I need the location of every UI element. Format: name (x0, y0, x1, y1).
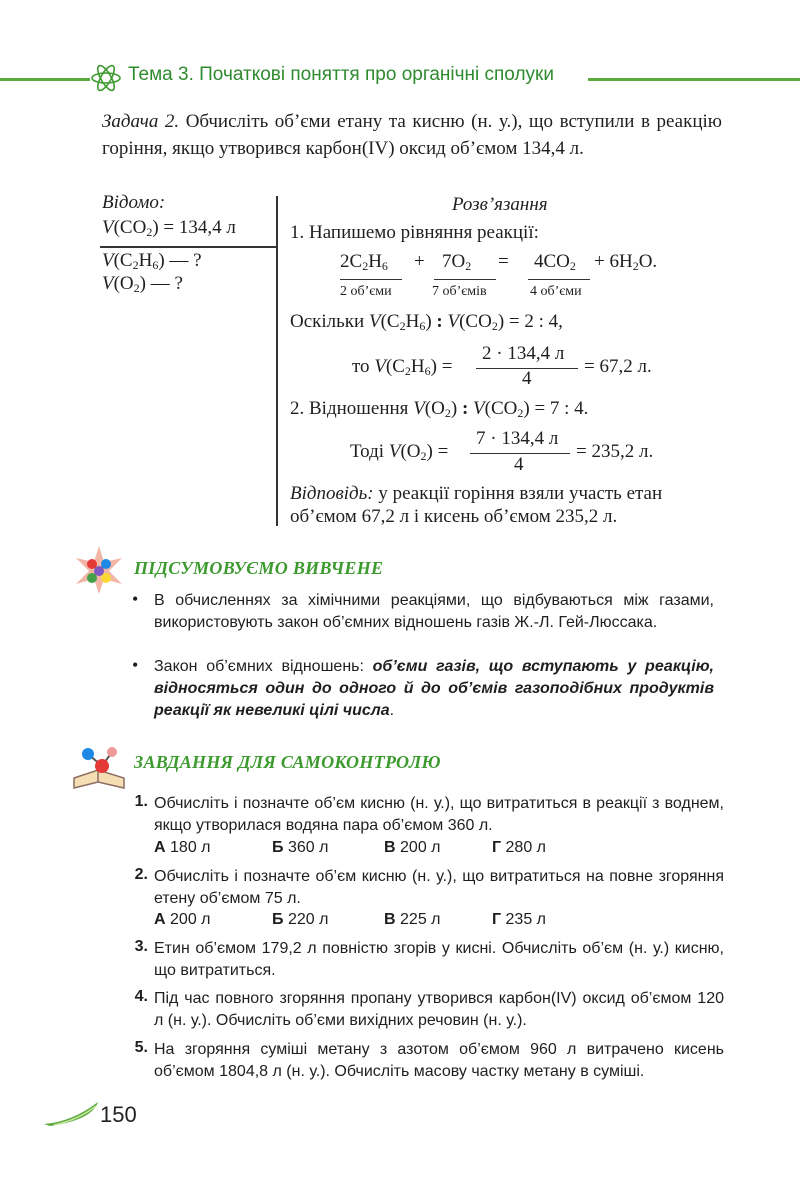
book-molecule-icon (70, 742, 128, 792)
calc-ethane-lhs: то $V(C_2H_6)$ = (352, 356, 453, 378)
then-word: то (352, 356, 370, 377)
given-co2-value: 134,4 л (178, 217, 236, 238)
eq-equals: = (498, 251, 509, 272)
task-4-text: Під час повного згоряння пропану утворився карбон(IV) оксид об’ємом 120 л (н. у.). Обчисліть об’єми вихідних речовин (н. у.). (154, 990, 724, 1029)
atom-icon (90, 62, 122, 94)
law-lead: Закон об’ємних відношень: (154, 658, 364, 675)
option-value: 180 л (170, 839, 211, 856)
task-3-text: Етин об’ємом 179,2 л повністю згорів у кисні. Обчисліть об’єм (н. у.) кисню, що витратиться. (154, 940, 724, 979)
task-1-option-c (384, 839, 441, 857)
unknown-ethane: $V(C_2H_6)$ — ? (102, 250, 202, 272)
eq-ethane: $2C_2H_6$ (340, 251, 388, 273)
step2-text: 2. Відношення (290, 398, 409, 419)
summary-heading: ПІДСУМОВУЄМО ВИВЧЕНЕ (134, 558, 384, 578)
answer-text-1: у реакції горіння взяли участь етан (378, 483, 663, 504)
bullet-dot-1: • (132, 589, 139, 609)
task-5-number: 5. (134, 1039, 148, 1056)
option-letter: Г (492, 911, 502, 928)
task-2-option-b (272, 911, 328, 929)
bullet-dot-2: • (132, 655, 139, 675)
task-2-option-c (384, 911, 441, 929)
eq-volume-2: 7 об’ємів (432, 284, 487, 299)
solution-title: Розв’язання (452, 194, 548, 215)
ratio2-value: = 7 : 4. (534, 398, 589, 419)
option-value: 360 л (287, 839, 329, 856)
problem-statement (102, 108, 722, 162)
law-statement: об’єми газів, що вступають у реакцію, відносяться один до одного й до об’ємів газоподібних продуктів реакції як невеликі цілі числа (154, 658, 714, 719)
calc-oxygen-num: 7 · 134,4 л (476, 428, 559, 449)
ratio-line-2: 2. Відношення $V(O_2)$ : $V(CO_2) = 7$ : 4. (290, 398, 589, 420)
eq-underline-3 (528, 279, 590, 280)
eq-underline-2 (434, 279, 496, 280)
option-letter: В (384, 839, 396, 856)
option-letter: А (154, 839, 166, 856)
option-letter: Г (492, 839, 502, 856)
since-word: Оскільки (290, 311, 365, 332)
ratio1-value: = 2 : 4, (508, 311, 563, 332)
eq-volume-3: 4 об’єми (530, 284, 582, 299)
problem-text: Обчисліть об’єми етану та кисню (н. у.), що вступили в реакцію горіння, якщо утворився карбон(IV) оксид об’ємом 134,4 л. (102, 111, 722, 159)
task-4-number: 4. (134, 988, 148, 1005)
summary-bullet-2 (154, 656, 714, 722)
option-value: 200 л (170, 911, 211, 928)
option-letter: Б (272, 839, 284, 856)
calc-oxygen-result: = 235,2 л. (576, 441, 654, 462)
eq-water-text: + 6H (594, 251, 633, 272)
task-1-text: Обчисліть і позначте об’єм кисню (н. у.), що витратиться в реакції з воднем, якщо утворилася водяна пара об’ємом 360 л. (154, 795, 724, 834)
option-value: 200 л (400, 839, 441, 856)
page-number: 150 (100, 1102, 137, 1127)
option-value: 225 л (400, 911, 441, 928)
task-1-option-a (154, 839, 211, 857)
task-2-option-d (492, 911, 546, 929)
law-end: . (389, 702, 395, 719)
eq-underline-1 (340, 279, 402, 280)
given-co2: $V(CO_2) = 134,4$ л (102, 217, 236, 239)
calc-oxygen-den: 4 (514, 454, 524, 475)
eq-volume-1: 2 об’єми (340, 284, 392, 299)
table-horizontal-divider (100, 246, 276, 248)
header-rule-left (0, 78, 90, 81)
given-label: Відомо: (102, 192, 166, 213)
problem-label: Задача 2. (102, 111, 180, 132)
task-1-number: 1. (134, 793, 148, 810)
unknown-oxygen-q: — ? (150, 273, 183, 294)
solution-step1: 1. Напишемо рівняння реакції: (290, 222, 539, 243)
answer-line-1 (290, 483, 662, 505)
ratio-line-1: Оскільки $V(C_2H_6)$ : $V(CO_2) = 2$ : 4, (290, 311, 563, 333)
option-letter: В (384, 911, 396, 928)
calc-oxygen-lhs: Тоді $V(O_2)$ = (350, 441, 449, 463)
eq-oxygen: $7O_2$ (442, 251, 472, 273)
calc-ethane-result: = 67,2 л. (584, 356, 652, 377)
option-value: 220 л (287, 911, 329, 928)
option-letter: Б (272, 911, 284, 928)
eq-plus: + (414, 251, 425, 272)
eq-water: + $6H_2O$. (594, 251, 658, 273)
option-letter: А (154, 911, 166, 928)
eq-co2: $4CO_2$ (534, 251, 576, 273)
task-1-option-b (272, 839, 328, 857)
task-2-text: Обчисліть і позначте об’єм кисню (н. у.), що витратиться на повне згоряння етену об’ємом 75 л. (154, 868, 724, 907)
option-value: 235 л (505, 911, 547, 928)
chapter-title: Тема 3. Початкові поняття про органічні сполуки (128, 64, 554, 85)
table-vertical-divider (276, 196, 278, 526)
task-3-number: 3. (134, 938, 148, 955)
then2-word: Тоді (350, 441, 385, 462)
task-2-option-a (154, 911, 211, 929)
unknown-oxygen: $V(O_2)$ — ? (102, 273, 183, 295)
unknown-ethane-q: — ? (169, 250, 202, 271)
calc-ethane-num: 2 · 134,4 л (482, 343, 565, 364)
answer-line-2: об’ємом 67,2 л і кисень об’ємом 235,2 л. (290, 506, 618, 527)
task-2-number: 2. (134, 866, 148, 883)
selfcheck-heading: ЗАВДАННЯ ДЛЯ САМОКОНТРОЛЮ (134, 752, 441, 772)
summary-bullet-1: В обчисленнях за хімічними реакціями, що відбуваються між газами, використовують закон об’ємних відношень газів Ж.-Л. Гей-Люссака. (154, 592, 714, 631)
task-5-text: На згоряння суміші метану з азотом об’ємом 960 л витрачено кисень об’ємом 1804,8 л (н. у.). Обчисліть масову частку метану в суміші. (154, 1041, 724, 1080)
header-rule-right (588, 78, 800, 81)
leaf-icon (44, 1100, 100, 1126)
task-1-option-d (492, 839, 546, 857)
calc-ethane-den: 4 (522, 368, 532, 389)
answer-label: Відповідь: (290, 483, 374, 504)
molecule-star-icon (72, 544, 126, 596)
option-value: 280 л (505, 839, 547, 856)
